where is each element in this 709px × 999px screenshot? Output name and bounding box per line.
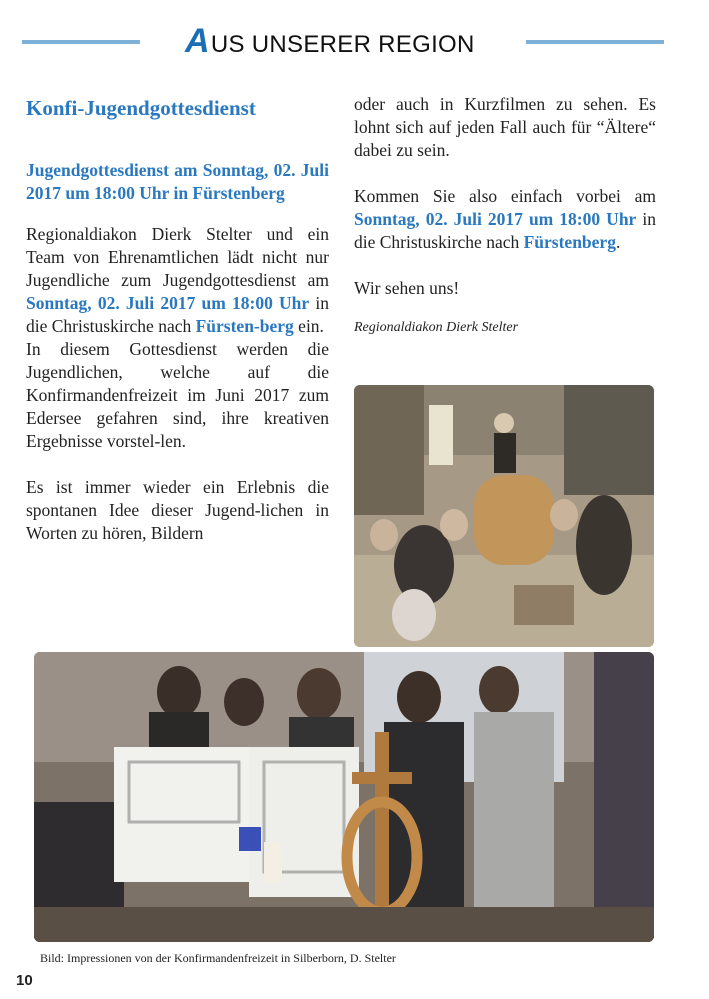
photo-group-activity-image: [354, 385, 654, 647]
paragraph-5: Wir sehen uns!: [354, 278, 460, 298]
right-column: [354, 93, 656, 339]
header-rule-right: [526, 40, 664, 44]
paragraph-1: [26, 223, 329, 338]
p4-text-c: .: [615, 232, 621, 252]
p4-text-b: in die Christuskirche nach: [354, 209, 656, 252]
p1-text-a: Regionaldiakon Dierk Stelter und ein Team von Ehrenamtlichen lädt nicht nur Jugendliche zum Jugendgottesdienst am: [26, 224, 329, 290]
paragraph-3-right: oder auch in Kurzfilmen zu sehen. Es lohnt sich auf jeden Fall auch für “Ältere“ dabei zu sein.: [354, 94, 656, 160]
section-header-text: US UNSERER REGION: [210, 31, 475, 58]
paragraph-4: [354, 185, 656, 254]
photo-group-activity: [354, 385, 654, 647]
section-header: [185, 22, 485, 61]
p4-date: Sonntag, 02. Juli 2017 um 18:00 Uhr: [354, 209, 637, 229]
photo-caption: Bild: Impressionen von der Konfirmandenfreizeit in Silberborn, D. Stelter: [40, 951, 396, 965]
photo-presentation-image: [34, 652, 654, 942]
p1-place: Fürsten-berg: [195, 316, 294, 336]
p4-text-a: Kommen Sie also einfach vorbei am: [354, 186, 656, 206]
p1-date: Sonntag, 02. Juli 2017 um 18:00 Uhr: [26, 293, 310, 313]
article-subhead: Jugendgottesdienst am Sonntag, 02. Juli 2017 um 18:00 Uhr in Fürstenberg: [26, 160, 329, 203]
page-number: 10: [16, 972, 33, 989]
paragraph-3-left: Es ist immer wieder ein Erlebnis die spontanen Idee dieser Jugend-lichen in Worten zu hören, Bildern: [26, 477, 329, 543]
p4-place: Fürstenberg: [523, 232, 616, 252]
p1-text-b: in die Christuskirche nach: [26, 293, 329, 336]
signature: Regionaldiakon Dierk Stelter: [354, 320, 519, 335]
paragraph-2: In diesem Gottesdienst werden die Jugendlichen, welche auf die Konfirmandenfreizeit im Juni 2017 zum Edersee gefahren sind, ihre kreativen Ergebnisse vorstel-len.: [26, 339, 329, 451]
article-headline: Konfi-Jugendgottesdienst: [26, 96, 256, 120]
header-rule-left: [22, 40, 140, 44]
p1-text-c: ein.: [293, 316, 324, 336]
photo-presentation: [34, 652, 654, 942]
section-header-initial: A: [185, 22, 210, 60]
left-column: [26, 95, 329, 545]
